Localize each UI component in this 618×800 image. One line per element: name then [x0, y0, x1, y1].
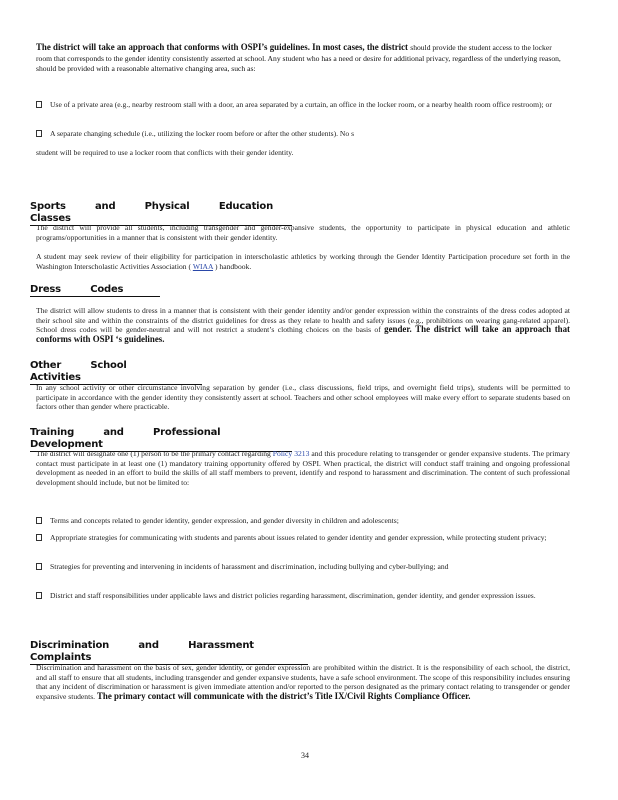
privacy-option-2: A separate changing schedule (i.e., utilizing the locker room before or after the other students). No s	[36, 129, 570, 139]
checkbox-bullet-icon	[36, 534, 42, 541]
checkbox-bullet-icon	[36, 130, 42, 137]
discrimination-heading: Discrimination and Harassment Complaints	[30, 640, 308, 665]
training-paragraph: The district will designate one (1) person to be the primary contact regarding Policy 3213 and this procedure relating to transgender or gender expansive students. The primary contact must participate in at least one (1) mandatory training opportunity offered by OSPI. When practical, the district will conduct staff training and ongoing professional development as needed in an effort to build the skills of all staff members to prevent, identify and respond to harassment and discrimination. The content of such professional development should include, but not be limited to:	[36, 449, 570, 487]
other-activities-heading: Other School Activities	[30, 360, 202, 385]
intro-paragraph	[36, 42, 562, 74]
page-number: 34	[301, 751, 309, 760]
dress-codes-heading: Dress Codes	[30, 284, 160, 297]
discrimination-emphasis: The primary contact will communicate with the district’s Title IX/Civil Rights Compliance Officer.	[96, 690, 471, 701]
checkbox-bullet-icon	[36, 592, 42, 599]
intro-lead: The district will take an approach that conforms with OSPI’s guidelines. In most cases, the district	[36, 42, 409, 52]
checkbox-bullet-icon	[36, 517, 42, 524]
checkbox-bullet-icon	[36, 563, 42, 570]
privacy-note: student will be required to use a locker room that conflicts with their gender identity.	[36, 148, 294, 157]
training-heading: Training and Professional Development	[30, 427, 292, 452]
dress-emphasis: gender. The district will take an approach that conforms with OSPI ‘s guidelines.	[36, 324, 571, 344]
intro-rest: should provide the student access to the locker room that corresponds to the gender identity consistently asserted at school. Any student who has a need or desire for additional privacy, regardless of the underlying reason, should be provided with a reasonable alternative changing area, such as:	[36, 43, 561, 74]
sports-paragraph-1: The district will provide all students, including transgender and gender-expansive students, the opportunity to participate in physical education and athletic programs/opportunities in a manner that is consistent with their gender identity.	[36, 223, 570, 242]
privacy-option-1: Use of a private area (e.g., nearby restroom stall with a door, an area separated by a curtain, an office in the locker room, or a nearby health room office restroom); or	[36, 100, 570, 110]
policy-link[interactable]: Policy 3213	[272, 449, 310, 458]
sports-paragraph-2: A student may seek review of their eligibility for participation in interscholastic athletics by working through the Gender Identity Participation procedure set forth in the Washington Interscholastic Activities Association ( WIAA ) handbook.	[36, 252, 570, 271]
sports-heading: Sports and Physical Education Classes	[30, 201, 292, 226]
training-item-3: Strategies for preventing and intervening in incidents of harassment and discrimination, including bullying and cyber-bullying; and	[36, 562, 570, 572]
discrimination-paragraph: Discrimination and harassment on the basis of sex, gender identity, or gender expression are prohibited within the district. It is the responsibility of each school, the district, and all staff to ensure that all students, including transgender and gender expansive students, have a safe school environment. The scope of this responsibility includes ensuring that any incident of discrimination or harassment is given immediate attention and/or reported to the person designated as the primary contact relating to transgender or gender expansive students. The primary contact will communicate with the district’s Title IX/Civil Rights Compliance Officer.	[36, 663, 570, 701]
training-item-1: Terms and concepts related to gender identity, gender expression, and gender diversity in children and adolescents;	[36, 516, 570, 526]
wiaa-link[interactable]: WIAA	[192, 261, 214, 271]
checkbox-bullet-icon	[36, 101, 42, 108]
other-paragraph: In any school activity or other circumstance involving separation by gender (i.e., class discussions, field trips, and overnight field trips), students will be permitted to participate in accordance with the gender identity they consistently assert at school. Teachers and other school employees will make every effort to separate students based on factors other than gender where practicable.	[36, 383, 570, 412]
training-item-4: District and staff responsibilities under applicable laws and district policies regarding harassment, discrimination, gender identity, and gender expression issues.	[36, 591, 570, 601]
dress-paragraph: The district will allow students to dress in a manner that is consistent with their gender identity and/or gender expression within the constraints of the dress codes adopted at their school site and within the constraints of the district guidelines for dress as they relate to health and safety issues (e.g., prohibitions on wearing gang-related apparel). School dress codes will be gender-neutral and will not restrict a student’s clothing choices on the basis of gender. The district will take an approach that conforms with OSPI ‘s guidelines.	[36, 306, 571, 344]
training-item-2: Appropriate strategies for communicating with students and parents about issues related to gender identity and gender expression, while protecting student privacy;	[36, 533, 570, 543]
